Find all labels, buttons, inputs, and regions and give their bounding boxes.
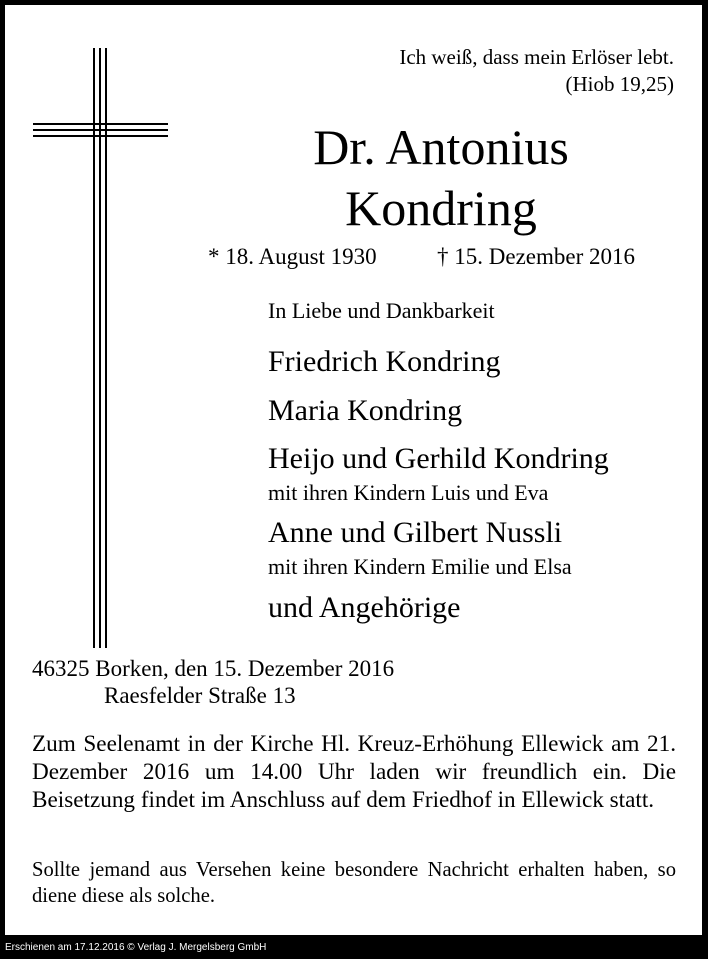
- mourner-name: Heijo und Gerhild Kondring: [268, 442, 609, 475]
- mourner-name: und Angehörige: [268, 591, 461, 624]
- place-date: 46325 Borken, den 15. Dezember 2016: [32, 656, 395, 681]
- mourner-subline: mit ihren Kindern Luis und Eva: [268, 480, 549, 505]
- publication-footer: Erschienen am 17.12.2016 © Verlag J. Mergelsberg GmbH: [5, 942, 267, 953]
- deceased-name-line1: Dr. Antonius: [313, 119, 569, 175]
- mourner-name: Friedrich Kondring: [268, 345, 501, 378]
- death-date: † 15. Dezember 2016: [437, 244, 635, 269]
- bible-reference: (Hiob 19,25): [565, 72, 674, 96]
- street-address: Raesfelder Straße 13: [104, 683, 296, 708]
- notice-text: Sollte jemand aus Versehen keine besondere Nachricht erhalten haben, so diene diese als solche.: [32, 859, 676, 907]
- birth-date: * 18. August 1930: [208, 244, 377, 269]
- service-text: Zum Seelenamt in der Kirche Hl. Kreuz-Erhöhung Ellewick am 21. Dezember 2016 um 14.00 Uhr laden wir freundlich ein. Die Beisetzung findet im Anschluss auf dem Friedhof in Ellewick statt.: [32, 731, 676, 813]
- mourners-intro: In Liebe und Dankbarkeit: [268, 298, 495, 323]
- mourner-name: Maria Kondring: [268, 394, 463, 427]
- obituary-card: [5, 5, 702, 935]
- bible-quote: Ich weiß, dass mein Erlöser lebt.: [399, 45, 674, 69]
- mourner-subline: mit ihren Kindern Emilie und Elsa: [268, 554, 572, 579]
- mourner-name: Anne und Gilbert Nussli: [268, 516, 563, 549]
- deceased-name-line2: Kondring: [345, 180, 537, 236]
